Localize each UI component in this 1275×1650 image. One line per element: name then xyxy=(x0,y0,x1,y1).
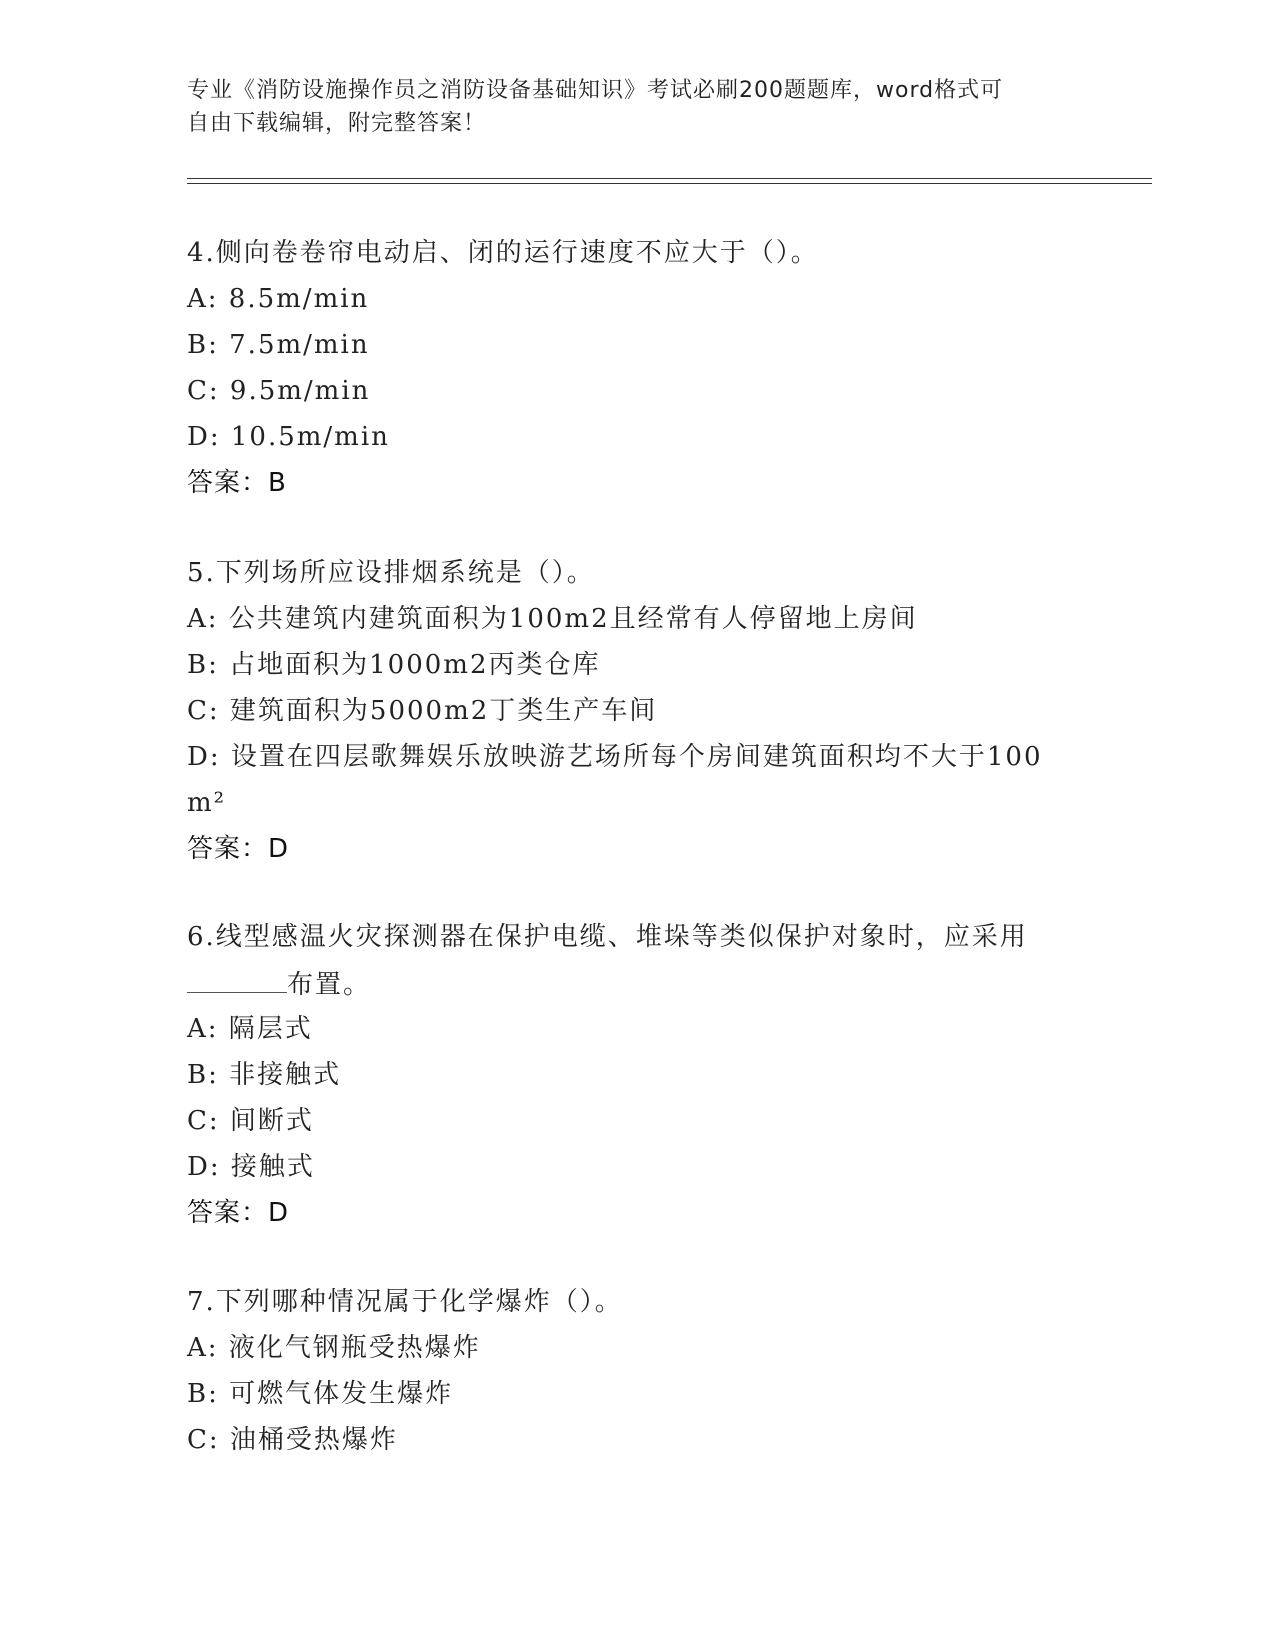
header-line-2: 自由下载编辑，附完整答案！ xyxy=(187,111,487,136)
option-d: D: 10.5m/min xyxy=(187,422,390,452)
option-c: C: 间断式 xyxy=(187,1106,314,1136)
question-5 xyxy=(187,558,1067,880)
header-divider-top xyxy=(187,178,1152,179)
option-b: B: 占地面积为1000m2丙类仓库 xyxy=(187,650,601,680)
question-6 xyxy=(187,922,1067,1244)
option-a: A: 隔层式 xyxy=(187,1014,313,1044)
option-a: A: 8.5m/min xyxy=(187,284,370,314)
option-d: D: 设置在四层歌舞娱乐放映游艺场所每个房间建筑面积均不大于100 xyxy=(187,742,1043,772)
option-c: C: 建筑面积为5000m2丁类生产车间 xyxy=(187,696,658,726)
option-b: B: 可燃气体发生爆炸 xyxy=(187,1379,454,1409)
option-d-continuation: m² xyxy=(187,788,227,818)
option-c: C: 油桶受热爆炸 xyxy=(187,1425,398,1455)
option-a: A: 公共建筑内建筑面积为100m2且经常有人停留地上房间 xyxy=(187,604,918,634)
question-stem: 5.下列场所应设排烟系统是（）。 xyxy=(187,558,595,588)
header-divider-bottom xyxy=(187,183,1152,184)
answer-label: 答案：D xyxy=(187,1198,290,1228)
header-line-1: 专业《消防设施操作员之消防设备基础知识》考试必刷200题题库，word格式可 xyxy=(187,78,1004,103)
question-stem: 6.线型感温火灾探测器在保护电缆、堆垛等类似保护对象时，应采用 xyxy=(187,922,1028,952)
question-4 xyxy=(187,238,1067,514)
stem-suffix: 布置。 xyxy=(287,970,372,1000)
answer-label: 答案：B xyxy=(187,468,287,498)
fill-in-blank xyxy=(187,968,287,993)
question-stem: 7.下列哪种情况属于化学爆炸（）。 xyxy=(187,1287,623,1317)
question-stem: 4.侧向卷卷帘电动启、闭的运行速度不应大于（）。 xyxy=(187,238,819,268)
option-d: D: 接触式 xyxy=(187,1152,315,1182)
document-header xyxy=(187,74,1067,140)
question-stem-continuation xyxy=(187,968,1067,1014)
answer-label: 答案：D xyxy=(187,834,290,864)
option-b: B: 7.5m/min xyxy=(187,330,370,360)
question-7 xyxy=(187,1287,1067,1471)
option-a: A: 液化气钢瓶受热爆炸 xyxy=(187,1333,481,1363)
option-c: C: 9.5m/min xyxy=(187,376,371,406)
option-b: B: 非接触式 xyxy=(187,1060,342,1090)
